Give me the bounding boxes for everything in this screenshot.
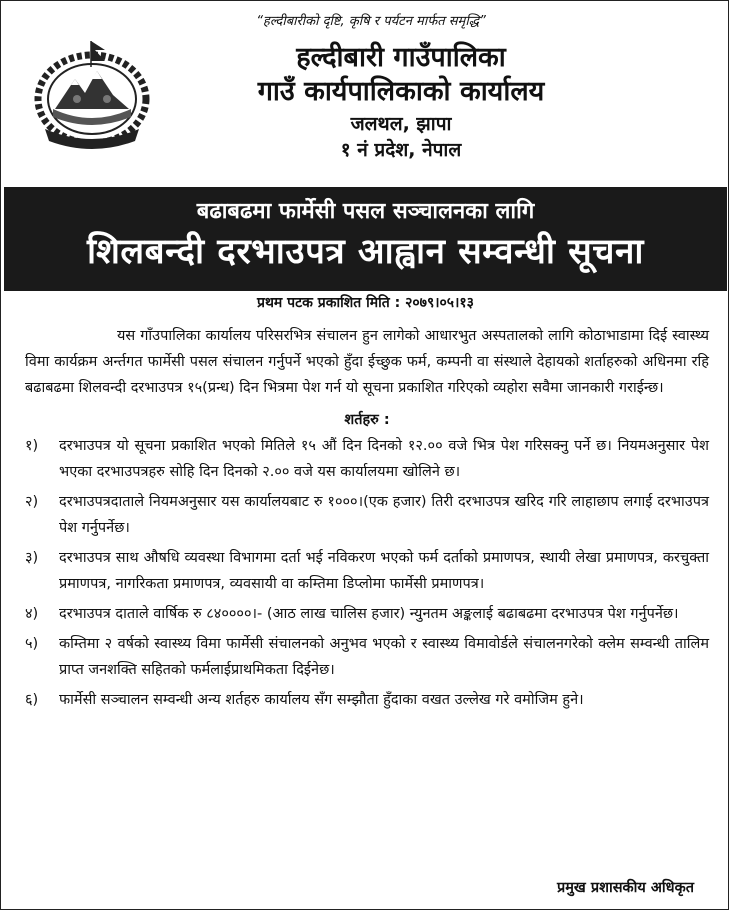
condition-item [25, 631, 709, 683]
condition-number: ५) [25, 636, 39, 652]
condition-text: दरभाउपत्र साथ औषधि व्यवस्था विभागमा दर्ता भई नविकरण भएको फर्म दर्ताको प्रमाणपत्र, स्थायी लेखा प्रमाणपत्र, करचुक्ता प्रमाणपत्र, नागरिकता प्रमाणपत्र, व्यवसायी वा कम्तिमा डिप्लोमा फार्मेसी प्रमाणपत्र। [59, 550, 709, 592]
org-address [131, 111, 671, 163]
condition-item [25, 687, 709, 713]
condition-item [25, 489, 709, 541]
condition-number: ३) [25, 550, 39, 566]
conditions-list [25, 433, 709, 713]
org-name-line1: हल्दीबारी गाउँपालिका [296, 42, 506, 73]
condition-number: ६) [25, 692, 39, 708]
address-line1: जलथल, झापा [350, 113, 452, 135]
condition-number: १) [25, 438, 39, 454]
condition-item [25, 601, 709, 627]
slogan: “हल्दीबारीको दृष्टि, कृषि र पर्यटन मार्फत समृद्धि” [256, 14, 486, 29]
banner-subtitle: बढाबढमा फार्मेसी पसल सञ्चालनका लागि [196, 199, 535, 224]
condition-text: दरभाउपत्र दाताले वार्षिक रु ८४००००।- (आठ लाख चालिस हजार) न्युनतम अङ्कलाई बढाबढमा दरभाउपत्र पेश गर्नुपर्नेछ। [59, 606, 679, 622]
condition-text: दरभाउपत्र यो सूचना प्रकाशित भएको मितिले १५ औं दिन दिनको १२.०० वजे भित्र पेश गरिसक्नु पर्ने छ। नियमअनुसार पेश भएका दरभाउपत्रहरु सोहि दिन दिनको २.०० वजे यस कार्यालयमा खोलिने छ। [59, 438, 709, 480]
condition-number: २) [25, 494, 39, 510]
condition-text: फार्मेसी सञ्चालन सम्वन्धी अन्य शर्तहरु कार्यालय सँग सम्झौता हुँदाका वखत उल्लेख गरे वमोजिम हुने। [59, 692, 584, 708]
address-line2: १ नं प्रदेश, नेपाल [340, 139, 462, 161]
conditions-title: शर्तहरु : [344, 412, 390, 428]
org-name-line2: गाउँ कार्यपालिकाको कार्यालय [257, 76, 545, 107]
banner-title: शिलबन्दी दरभाउपत्र आह्वान सम्वन्धी सूचना [87, 232, 644, 272]
condition-item [25, 433, 709, 485]
condition-number: ४) [25, 606, 39, 622]
intro-paragraph: यस गाँउपालिका कार्यालय परिसरभित्र संचालन हुन लागेको आधारभुत अस्पतालको लागि कोठाभाडामा दिई स्वास्थ्य विमा कार्यक्रम अर्न्तगत फार्मेसी पसल संचालन गर्नुपर्ने भएको हुँदा ईच्छुक फर्म, कम्पनी वा संस्थाले देहायको शर्ताहरुको अधिनमा रहि बढाबढमा शिलवन्दी दरभाउपत्र १५(प्रन्ध) दिन भित्रमा पेश गर्न यो सूचना प्रकाशित गरिएको व्यहोरा सवैमा जानकारी गराईन्छ। [25, 328, 709, 396]
condition-text: दरभाउपत्रदाताले नियमअनुसार यस कार्यालयबाट रु १०००।(एक हजार) तिरी दरभाउपत्र खरिद गरि लाहाछाप लगाई दरभाउपत्र पेश गर्नुपर्नेछ। [59, 494, 709, 536]
notice-banner [4, 187, 727, 291]
signatory-title: प्रमुख प्रशासकीय अधिकृत [557, 880, 694, 896]
notice-body [25, 323, 709, 717]
condition-item [25, 545, 709, 597]
condition-text: कम्तिमा २ वर्षको स्वास्थ्य विमा फार्मेसी संचालनको अनुभव भएको र स्वास्थ्य विमावोर्डले संचालनगरेको क्लेम सम्वन्धी तालिम प्राप्त जनशक्ति सहितको फर्मलाईप्राथमिकता दिईनेछ। [59, 636, 709, 678]
org-name [131, 41, 671, 109]
publication-date: प्रथम पटक प्रकाशित मिति : २०७९।०५।१३ [257, 295, 474, 311]
